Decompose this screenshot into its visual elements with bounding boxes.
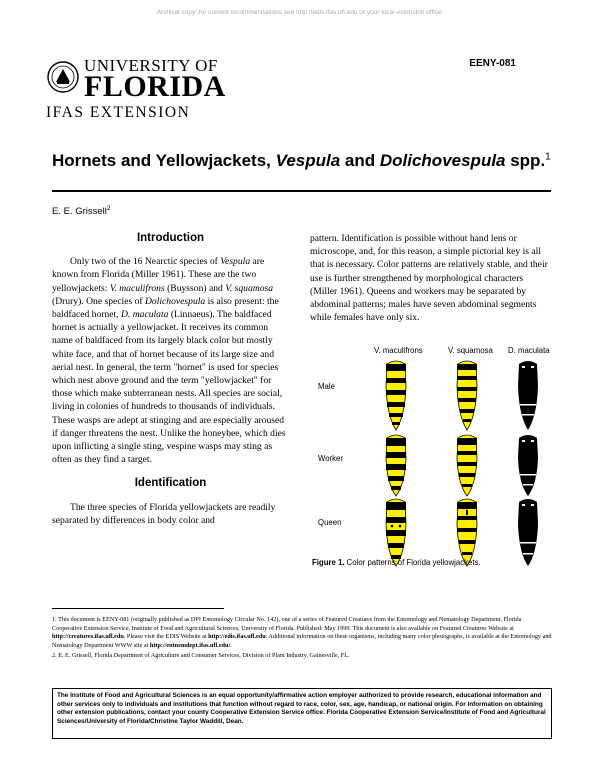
uf-seal-icon bbox=[46, 60, 80, 94]
author: E. E. Grissell$^2$ bbox=[52, 204, 111, 217]
wasp-squamosa-male-icon bbox=[455, 360, 479, 432]
figure-col-maculifrons: V. maculifrons bbox=[374, 346, 423, 355]
footnote-1: 1. This document is EENY-081 (originally published as DPI Entomology Circular No. 142), one of a series of Featured Creatures from the Entomology and Nematology Department, Florida Cooperative Extension Service, Institute of Food and Agricultural Sciences, University of Florida. Published: May 1999. This document is also available on Featured Creatures Website at http://creatures.ifas.ufl.edu. Please visit the EDIS Website at http://edis.ifas.ufl.edu. Additional information on these organisms, including many color photographs, is available at the Entomology and Nematology Department WWW site at http://entnemdept.ifas.ufl.edu/. bbox=[52, 616, 552, 649]
eeo-statement-box: The Institute of Food and Agricultural Sciences is an equal opportunity/affirmative action employer authorized to provide research, educational information and other services only to individuals and institutions that function without regard to race, color, sex, age, handicap, or national origin. For information on obtaining other extension publications, contact your county Cooperative Extension Service office. Florida Cooperative Extension Service/Institute of Food and Agricultural Sciences/University of Florida/Christine Taylor Waddill, Dean. bbox=[52, 688, 552, 739]
identification-heading: Identification bbox=[134, 477, 207, 490]
logo-university-line: UNIVERSITY OF bbox=[84, 56, 218, 75]
logo-florida-line: FLORIDA bbox=[84, 70, 226, 103]
figure-row-worker: Worker bbox=[318, 454, 343, 463]
left-column bbox=[52, 232, 289, 527]
wasp-squamosa-worker-icon bbox=[455, 434, 479, 498]
figure-color-patterns bbox=[312, 346, 552, 574]
intro-heading: Introduction bbox=[136, 232, 205, 244]
figure-caption: Figure 1. Color patterns of Florida yellowjackets. bbox=[312, 558, 481, 567]
edis-link[interactable]: http://edis.ifas.ufl.edu bbox=[208, 633, 266, 641]
footnote-divider bbox=[52, 608, 224, 609]
figure-row-male: Male bbox=[318, 382, 335, 391]
identification-paragraph-right: pattern. Identification is possible without hand lens or microscope, and, for this reason, a simple pictorial key is all that is necessary. Color patterns are relatively stable, and their use is further strengthened by morphological characters (Miller 1961). Queens and workers may be separated by abdominal patterns; males have seven abdominal segments while females have only six. bbox=[310, 233, 548, 324]
wasp-maculifrons-worker-icon bbox=[384, 434, 408, 498]
footnotes bbox=[52, 616, 552, 663]
figure-col-squamosa: V. squamosa bbox=[448, 346, 493, 355]
wasp-maculata-worker-icon bbox=[516, 434, 540, 498]
figure-col-maculata: D. maculata bbox=[508, 346, 550, 355]
wasp-maculata-queen-icon bbox=[516, 498, 540, 568]
footnote-2: 2. E. E. Grissell, Florida Department of Agriculture and Consumer Services, Division of Plant Industry, Gainesville, FL. bbox=[52, 652, 350, 660]
right-column bbox=[310, 232, 552, 324]
identification-paragraph-left: The three species of Florida yellowjackets are readily separated by differences in body color and bbox=[52, 501, 276, 526]
archival-note: Archival copy: for current recommendations see http://edis.ifas.ufl.edu or your local extension office. bbox=[156, 9, 444, 16]
title-divider bbox=[52, 190, 551, 192]
creatures-link[interactable]: http://creatures.ifas.ufl.edu bbox=[52, 633, 124, 641]
figure-row-queen: Queen bbox=[318, 518, 342, 527]
uf-ifas-logo bbox=[44, 56, 244, 126]
intro-paragraph: Only two of the 16 Nearctic species of Vespula are known from Florida (Miller 1961). These are the two yellowjackets: V. maculifrons (Buysson) and V. squamosa (Drury). One species of Dolichovespula is also present: the baldfaced hornet, D. maculata (Linnaeus). The baldfaced hornet is actually a yellowjacket. It receives its common name of baldfaced from its largely black color but mostly white face, and that of hornet because of its large size and aerial nest. In general, the term "hornet" is used for species which nest above ground and the term "yellowjacket" for those which make subterranean nests. All species are social, living in colonies of hundreds to thousands of individuals. These wasps are adept at stinging and are especially aroused if danger threatens the nest. Unlike the honeybee, which dies upon inflicting a single sting, vespine wasps may sting as often as they find a target. bbox=[52, 256, 286, 466]
title-footnote-ref: 1 bbox=[545, 151, 551, 163]
logo-ifas-line: IFAS EXTENSION bbox=[46, 104, 191, 121]
document-id: EENY-081 bbox=[469, 58, 516, 69]
wasp-maculifrons-male-icon bbox=[384, 360, 408, 432]
wasp-maculata-male-icon bbox=[516, 360, 540, 432]
page-title: Hornets and Yellowjackets, Vespula and Dolichovespula spp.$^1$ bbox=[52, 151, 551, 170]
entnemdept-link[interactable]: http://entnemdept.ifas.ufl.edu/ bbox=[149, 641, 231, 649]
